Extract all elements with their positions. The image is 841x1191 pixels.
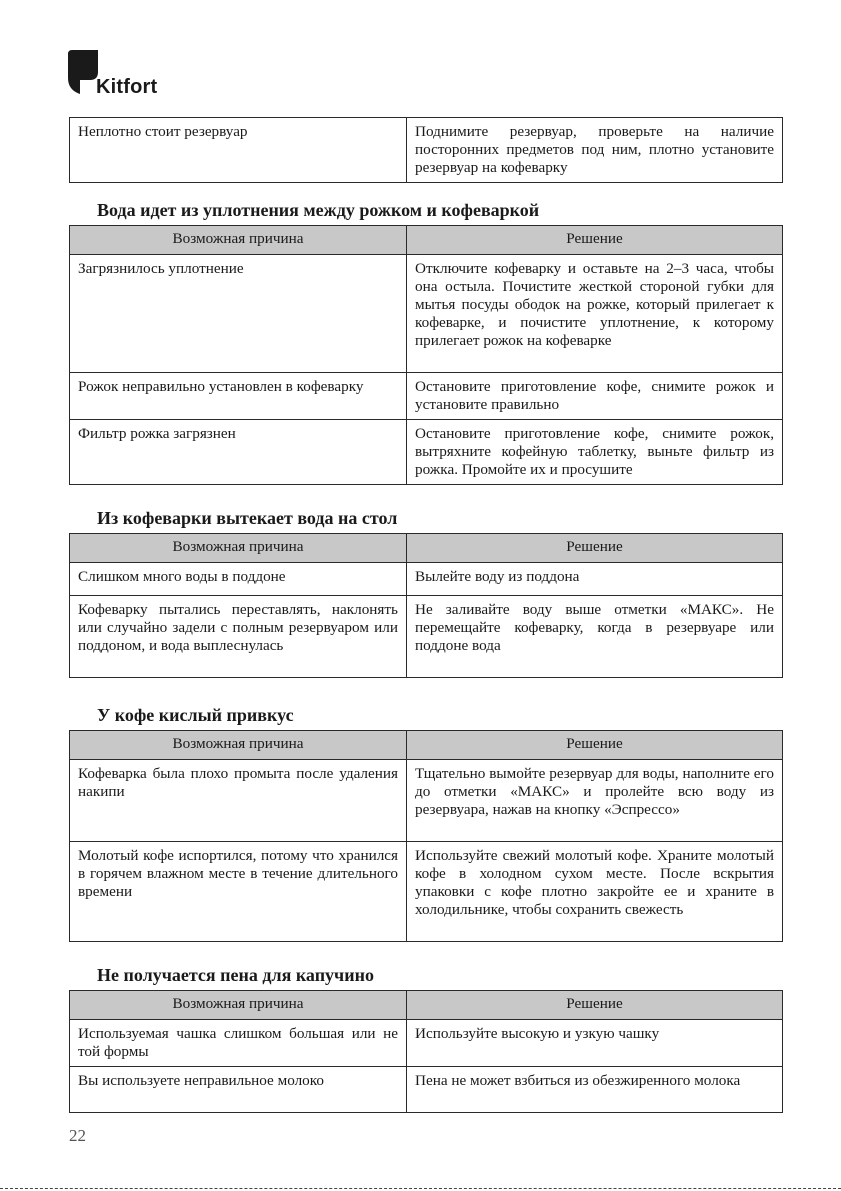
solution-cell: Остановите приготовление кофе, снимите рожок, вытряхните кофейную таблетку, выньте фильтр из рожка. Промойте их и просушите <box>407 420 783 485</box>
solution-cell: Поднимите резервуар, проверьте на наличие посторонних предметов под ним, плотно установите резервуар на кофеварку <box>407 118 783 183</box>
cause-cell: Загрязнилось уплотнение <box>70 255 407 373</box>
troubleshooting-table-seal-leak <box>69 225 783 485</box>
table-row <box>70 373 783 420</box>
brand-name: Kitfort <box>96 76 158 98</box>
solution-cell: Тщательно вымойте резервуар для воды, наполните его до отметки «МАКС» и пролейте всю воду из резервуара, нажав на кнопку «Эспрессо» <box>407 760 783 842</box>
table-row <box>70 255 783 373</box>
table-header-row <box>70 991 783 1020</box>
troubleshooting-table-continued <box>69 117 783 183</box>
table-header-row <box>70 534 783 563</box>
page-divider <box>0 1188 841 1189</box>
header-solution: Решение <box>407 226 783 255</box>
table-row <box>70 1067 783 1113</box>
table-header-row <box>70 226 783 255</box>
cause-cell: Рожок неправильно установлен в кофеварку <box>70 373 407 420</box>
solution-cell: Не заливайте воду выше отметки «МАКС». Не перемещайте кофеварку, когда в резервуаре или поддоне вода <box>407 596 783 678</box>
section-title: Не получается пена для капучино <box>97 965 374 985</box>
solution-cell: Отключите кофеварку и оставьте на 2–3 часа, чтобы она остыла. Почистите жесткой стороной губки для мытья посуды ободок на рожке, который прилегает к кофеварке, и почистите уплотнение, к которому прилегает рожок на кофеварке <box>407 255 783 373</box>
table-row <box>70 1020 783 1067</box>
cause-cell: Молотый кофе испортился, потому что хранился в горячем влажном месте в течение длительного времени <box>70 842 407 942</box>
section-title: Из кофеварки вытекает вода на стол <box>97 508 398 528</box>
header-solution: Решение <box>407 534 783 563</box>
solution-cell: Остановите приготовление кофе, снимите рожок и установите правильно <box>407 373 783 420</box>
table-row <box>70 842 783 942</box>
header-cause: Возможная причина <box>70 226 407 255</box>
solution-cell: Используйте свежий молотый кофе. Храните молотый кофе в холодном сухом месте. После вскрытия упаковки с кофе плотно закройте ее и храните в холодильнике, чтобы сохранить свежесть <box>407 842 783 942</box>
header-cause: Возможная причина <box>70 534 407 563</box>
table-row <box>70 563 783 596</box>
table-header-row <box>70 731 783 760</box>
troubleshooting-table-cappuccino-foam <box>69 990 783 1113</box>
solution-cell: Вылейте воду из поддона <box>407 563 783 596</box>
cause-cell: Вы используете неправильное молоко <box>70 1067 407 1113</box>
cause-cell: Используемая чашка слишком большая или не той формы <box>70 1020 407 1067</box>
cause-cell: Слишком много воды в поддоне <box>70 563 407 596</box>
solution-cell: Пена не может взбиться из обезжиренного молока <box>407 1067 783 1113</box>
page-number: 22 <box>69 1126 86 1145</box>
kitfort-logo <box>68 50 178 98</box>
header-cause: Возможная причина <box>70 731 407 760</box>
header-cause: Возможная причина <box>70 991 407 1020</box>
kitfort-logo-icon <box>68 50 98 94</box>
cause-cell: Неплотно стоит резервуар <box>70 118 407 183</box>
header-solution: Решение <box>407 991 783 1020</box>
table-row <box>70 118 783 183</box>
cause-cell: Кофеварку пытались переставлять, наклонять или случайно задели с полным резервуаром или поддоном, и вода выплеснулась <box>70 596 407 678</box>
table-row <box>70 420 783 485</box>
section-title: Вода идет из уплотнения между рожком и кофеваркой <box>97 200 540 220</box>
solution-cell: Используйте высокую и узкую чашку <box>407 1020 783 1067</box>
cause-cell: Кофеварка была плохо промыта после удаления накипи <box>70 760 407 842</box>
section-title: У кофе кислый привкус <box>97 705 294 725</box>
table-row <box>70 760 783 842</box>
header-solution: Решение <box>407 731 783 760</box>
troubleshooting-table-sour-taste <box>69 730 783 942</box>
cause-cell: Фильтр рожка загрязнен <box>70 420 407 485</box>
troubleshooting-table-water-on-table <box>69 533 783 678</box>
table-row <box>70 596 783 678</box>
